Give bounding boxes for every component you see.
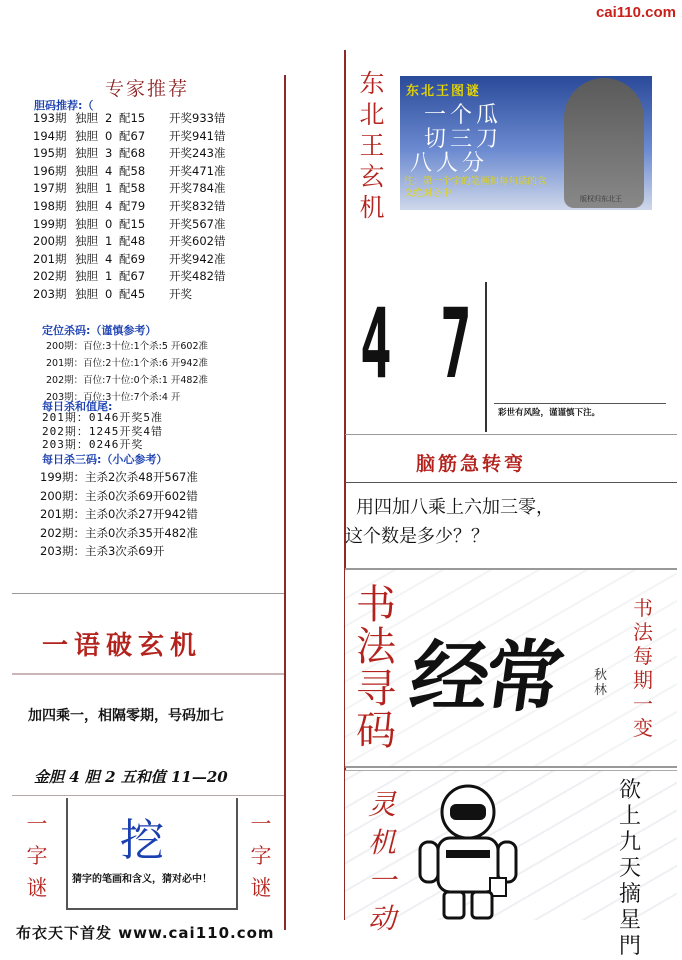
list-item: 201期：主杀0次杀27开942错 [40,507,198,521]
table-row [33,233,225,249]
cell-issue: 200期 [33,234,67,249]
calligraphy-signature: 秋林 [594,668,608,698]
cell-type: 独胆 [75,146,98,161]
cell-num: 2 [105,111,113,125]
cell-pei: 配58 [119,181,146,196]
cell-result: 开奖567准 [169,216,226,231]
buddha-image [564,78,644,208]
cell-type: 独胆 [75,234,98,249]
table-row [33,216,225,232]
cell-pei: 配68 [119,146,146,161]
list-item: 203期：主杀3次杀69开 [40,544,165,558]
cell-type: 独胆 [75,269,98,284]
zimi-label-left: 一字谜 [26,812,48,900]
riddle-text: 加四乘一，相隔零期，号码加七 [28,708,224,724]
calligraphy-word: 经常 [404,632,566,723]
dongbei-title: 东北王玄机 [359,69,385,222]
cell-pei: 配79 [119,199,146,213]
cell-num: 1 [105,269,113,284]
column-divider [284,75,286,930]
dan-label: 胆码推荐:（ [34,99,94,112]
table-row [33,163,225,179]
list-item: 202期：百位:7十位:0个杀:1 开482准 [46,375,209,386]
sum-label: 每日杀和值尾: [42,400,113,413]
cell-num: 1 [105,234,113,249]
cell-pei: 配48 [119,234,146,249]
footer-text[interactable]: 布衣天下首发 www.cai110.com [16,924,275,942]
banner-copyright: 版权归东北王 [580,195,622,203]
cell-pei: 配15 [119,216,146,231]
list-item: 200期：主杀0次杀69开602错 [40,488,198,503]
table-row [33,110,225,126]
table-row [33,268,225,284]
banner-note: 注：第一个字的笔画和每句话的含义绝对必中 [404,176,547,199]
gold-text: 金胆 4 胆 2 五和值 11—20 [34,768,228,786]
cell-pei: 配15 [119,111,146,125]
divider [494,403,666,404]
expert-title: 专家推荐 [105,78,190,100]
riddle-title: 一语破玄机 [42,631,203,661]
zimi-label-right: 一字谜 [250,812,272,900]
lingji-side: 欲上九天摘星門 [618,778,641,959]
cell-result: 开奖941错 [169,128,226,143]
cell-num: 0 [105,216,113,231]
cell-num: 4 [105,163,113,178]
cell-type: 独胆 [75,251,98,266]
cell-issue: 196期 [33,163,67,178]
calligraphy-title: 书法寻码 [356,582,396,754]
cell-num: 0 [105,287,113,301]
cell-result: 开奖 [169,287,192,301]
divider [12,593,284,594]
riddle-banner [400,76,652,210]
cell-issue: 199期 [33,216,67,231]
cell-type: 独胆 [75,216,98,231]
cell-issue: 203期 [33,287,67,301]
cell-type: 独胆 [75,181,98,196]
cell-num: 3 [105,146,113,161]
zimi-char: 挖 [120,815,164,866]
divider [345,482,677,483]
cell-type: 独胆 [75,163,98,178]
list-item: 202期：1245开奖4错 [42,424,163,438]
list-item: 201期：0146开奖5准 [42,411,163,424]
cell-pei: 配45 [119,287,146,301]
pos-label: 定位杀码:（谨慎参考） [42,324,157,337]
calligraphy-side: 书法每期一变 [633,596,653,740]
cell-pei: 配67 [119,128,146,143]
divider [12,795,284,796]
list-item: 200期：百位:3十位:1个杀:5 开602准 [46,341,209,352]
lingji-title: 灵机一动 [367,788,396,935]
banner-line: 一个瓜 [424,103,503,128]
banner-line: 切三刀 [424,127,503,152]
cell-issue: 202期 [33,269,67,284]
cell-result: 开奖471准 [169,163,226,178]
cell-issue: 195期 [33,146,67,161]
brain-question-1: 用四加八乘上六加三零， [356,497,554,518]
cell-num: 4 [105,199,113,213]
zimi-hint: 猜字的笔画和含义，猜对必中！ [72,874,212,885]
cell-issue: 194期 [33,128,67,143]
list-item: 199期：主杀2次杀48开567准 [40,470,198,484]
cell-pei: 配69 [119,251,146,266]
list-item: 202期：主杀0次杀35开482准 [40,525,198,540]
cell-pei: 配67 [119,269,146,284]
brain-question-2: 这个数是多少？？ [345,526,489,547]
list-item: 203期：0246开奖 [42,438,144,451]
cell-pei: 配58 [119,163,146,178]
table-row [33,198,225,214]
number-a: 4 [360,288,392,400]
banner-line: 八人分 [410,151,489,176]
cell-num: 4 [105,251,113,266]
cell-issue: 198期 [33,199,67,213]
number-b: 7 [440,288,472,400]
banner-head: 东北王图谜 [406,84,482,99]
site-logo[interactable]: cai110.com [595,4,676,21]
table-row [33,145,225,161]
cell-result: 开奖482错 [169,269,226,284]
table-row [33,251,225,267]
cell-issue: 197期 [33,181,67,196]
list-item: 203期：百位:3十位:7个杀:4 开 [46,392,181,403]
cell-type: 独胆 [75,287,98,301]
cell-result: 开奖602错 [169,234,226,249]
cell-num: 0 [105,128,113,143]
cell-num: 1 [105,181,113,196]
table-row [33,128,225,144]
table-row [33,180,225,196]
risk-note: 彩世有风险，谨谨慎下注。 [498,408,601,418]
cell-result: 开奖933错 [169,111,226,125]
brain-title: 脑筋急转弯 [416,453,527,475]
cell-type: 独胆 [75,128,98,143]
cell-issue: 201期 [33,251,67,266]
cell-result: 开奖784准 [169,181,226,196]
cell-result: 开奖243准 [169,146,226,161]
table-row [33,286,192,302]
cell-result: 开奖832错 [169,199,226,213]
list-item: 201期：百位:2十位:1个杀:6 开942准 [46,358,209,369]
cell-result: 开奖942准 [169,251,226,266]
astronaut-icon [412,782,524,920]
cell-type: 独胆 [75,111,98,125]
kill-label: 每日杀三码:（小心参考） [42,453,168,466]
cell-issue: 193期 [33,111,67,125]
cell-type: 独胆 [75,199,98,213]
